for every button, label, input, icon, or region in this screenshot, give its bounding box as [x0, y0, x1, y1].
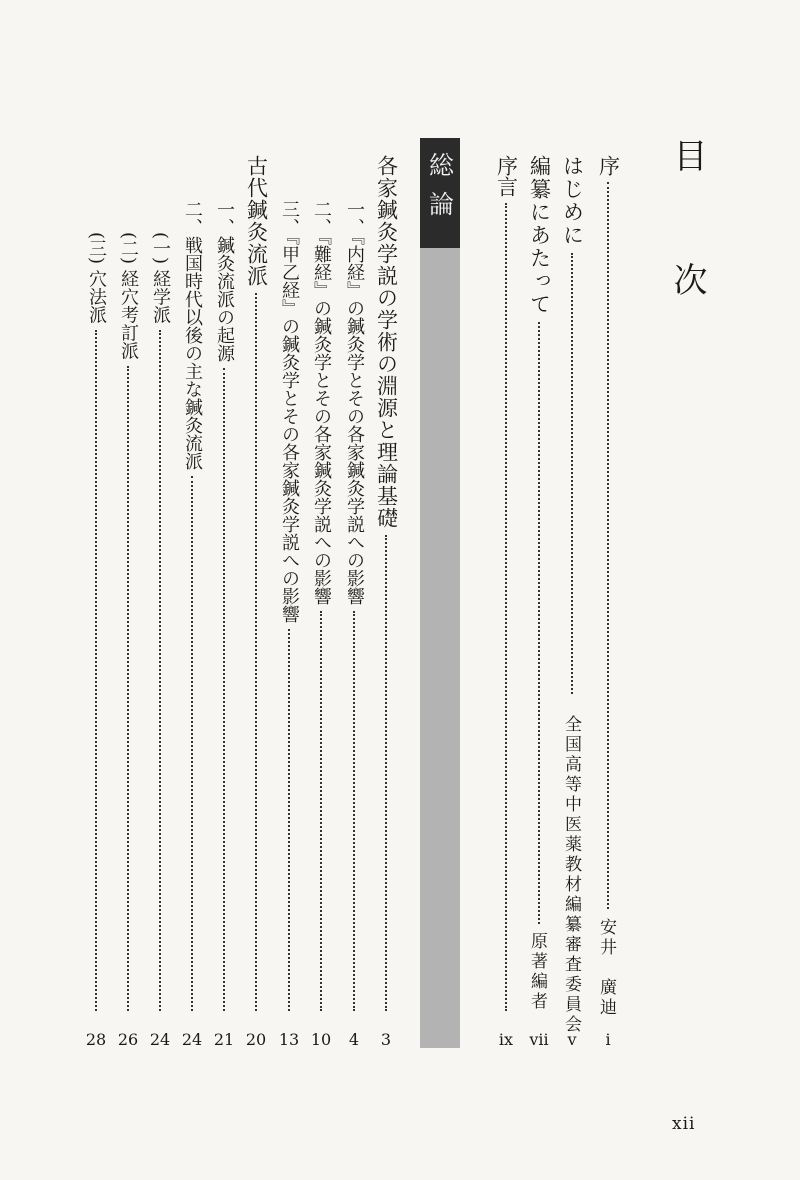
dot-leader [505, 203, 507, 1011]
dot-leader [127, 366, 129, 1011]
item-label: (三) 穴法派 [86, 232, 107, 324]
toc-page: vii [529, 1030, 549, 1049]
dot-leader [95, 330, 97, 1011]
dot-leader [538, 322, 540, 924]
toc-entry-jogen[interactable] [490, 155, 522, 1017]
toc-page: i [605, 1030, 611, 1049]
toc-chapter-1[interactable] [370, 155, 402, 1017]
toc-item-2-2[interactable] [176, 200, 208, 1017]
toc-page: 13 [278, 1030, 300, 1049]
dot-leader [353, 611, 355, 1011]
toc-item-1-2[interactable] [305, 200, 337, 1017]
item-label: 二、戦国時代以後の主な鍼灸流派 [182, 200, 203, 470]
toc-label: はじめに [560, 155, 585, 247]
toc-item-2-4[interactable] [112, 232, 144, 1017]
toc-page: 21 [213, 1030, 235, 1049]
toc-page: 24 [181, 1030, 203, 1049]
item-label: 三、『甲乙経』の鍼灸学とその各家鍼灸学説への影響 [279, 200, 300, 623]
toc-label: 序 [596, 155, 621, 176]
item-label: 一、鍼灸流派の起源 [214, 200, 235, 362]
toc-entry-jo[interactable] [592, 155, 624, 915]
dot-leader [223, 368, 225, 1011]
toc-item-2-3[interactable] [144, 232, 176, 1017]
toc-page: v [567, 1030, 577, 1049]
toc-author: 原著編者 [527, 932, 547, 1012]
dot-leader [255, 293, 257, 1011]
section-head: 総論 [420, 138, 460, 248]
dot-leader [571, 253, 573, 694]
toc-page: 20 [245, 1030, 267, 1049]
toc-item-2-5[interactable] [80, 232, 112, 1017]
item-label: 一、『内経』の鍼灸学とその各家鍼灸学説への影響 [344, 200, 365, 605]
toc-item-1-1[interactable] [338, 200, 370, 1017]
dot-leader [385, 535, 387, 1011]
toc-page: 10 [310, 1030, 332, 1049]
page-title: 目 次 [667, 138, 707, 324]
dot-leader [159, 330, 161, 1011]
toc-page: 28 [85, 1030, 107, 1049]
toc-page: 24 [149, 1030, 171, 1049]
toc-page: 4 [348, 1030, 360, 1049]
toc-entry-hajimeni[interactable] [556, 155, 588, 700]
toc-page: ix [498, 1030, 514, 1049]
toc-page: 3 [380, 1030, 392, 1049]
toc-item-2-1[interactable] [208, 200, 240, 1017]
toc-item-1-3[interactable] [273, 200, 305, 1017]
dot-leader [320, 611, 322, 1011]
item-label: 二、『難経』の鍼灸学とその各家鍼灸学説への影響 [311, 200, 332, 605]
toc-author: 全国高等中医薬教材編纂審査委員会 [561, 715, 581, 1035]
dot-leader [607, 182, 609, 909]
toc-label: 編纂にあたって [527, 155, 552, 316]
dot-leader [288, 629, 290, 1011]
toc-label: 序言 [494, 155, 519, 197]
chapter-title: 各家鍼灸学説の学術の淵源と理論基礎 [374, 155, 399, 529]
item-label: (一) 経学派 [150, 232, 171, 324]
section-band [420, 138, 460, 1048]
dot-leader [191, 476, 193, 1011]
toc-chapter-2[interactable] [240, 155, 272, 1017]
toc-page: 26 [117, 1030, 139, 1049]
toc-entry-hensan[interactable] [523, 155, 555, 930]
item-label: (二) 経穴考訂派 [118, 232, 139, 360]
chapter-title: 古代鍼灸流派 [244, 155, 269, 287]
toc-author: 安井 廣迪 [596, 918, 616, 1018]
folio: xii [672, 1114, 696, 1134]
